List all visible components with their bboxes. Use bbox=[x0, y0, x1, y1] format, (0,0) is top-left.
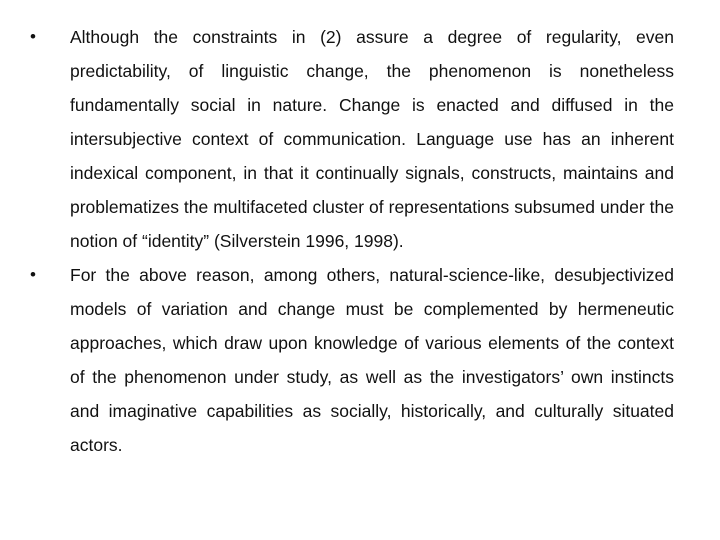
bullet-text: Although the constraints in (2) assure a degree of regularity, even predictability, of linguistic change, the phenomenon is nonetheless fundamentally social in nature. Change is enacted and diffused in the intersubjective context of communication. Language use has an inherent indexical component, in that it continually signals, constructs, maintains and problematizes the multifaceted cluster of representations subsumed under the notion of “identity” (Silverstein 1996, 1998). bbox=[70, 27, 674, 251]
bullet-text: For the above reason, among others, natural-science-like, desubjectivized models of variation and change must be complemented by hermeneutic approaches, which draw upon knowledge of various elements of the context of the phenomenon under study, as well as the investigators’ own instincts and imaginative capabilities as socially, historically, and culturally situated actors. bbox=[70, 265, 674, 455]
bullet-marker: • bbox=[30, 265, 36, 284]
bullet-item bbox=[28, 258, 674, 462]
bullet-item bbox=[28, 20, 674, 258]
bullet-marker: • bbox=[30, 27, 36, 46]
bullet-list bbox=[28, 20, 674, 462]
